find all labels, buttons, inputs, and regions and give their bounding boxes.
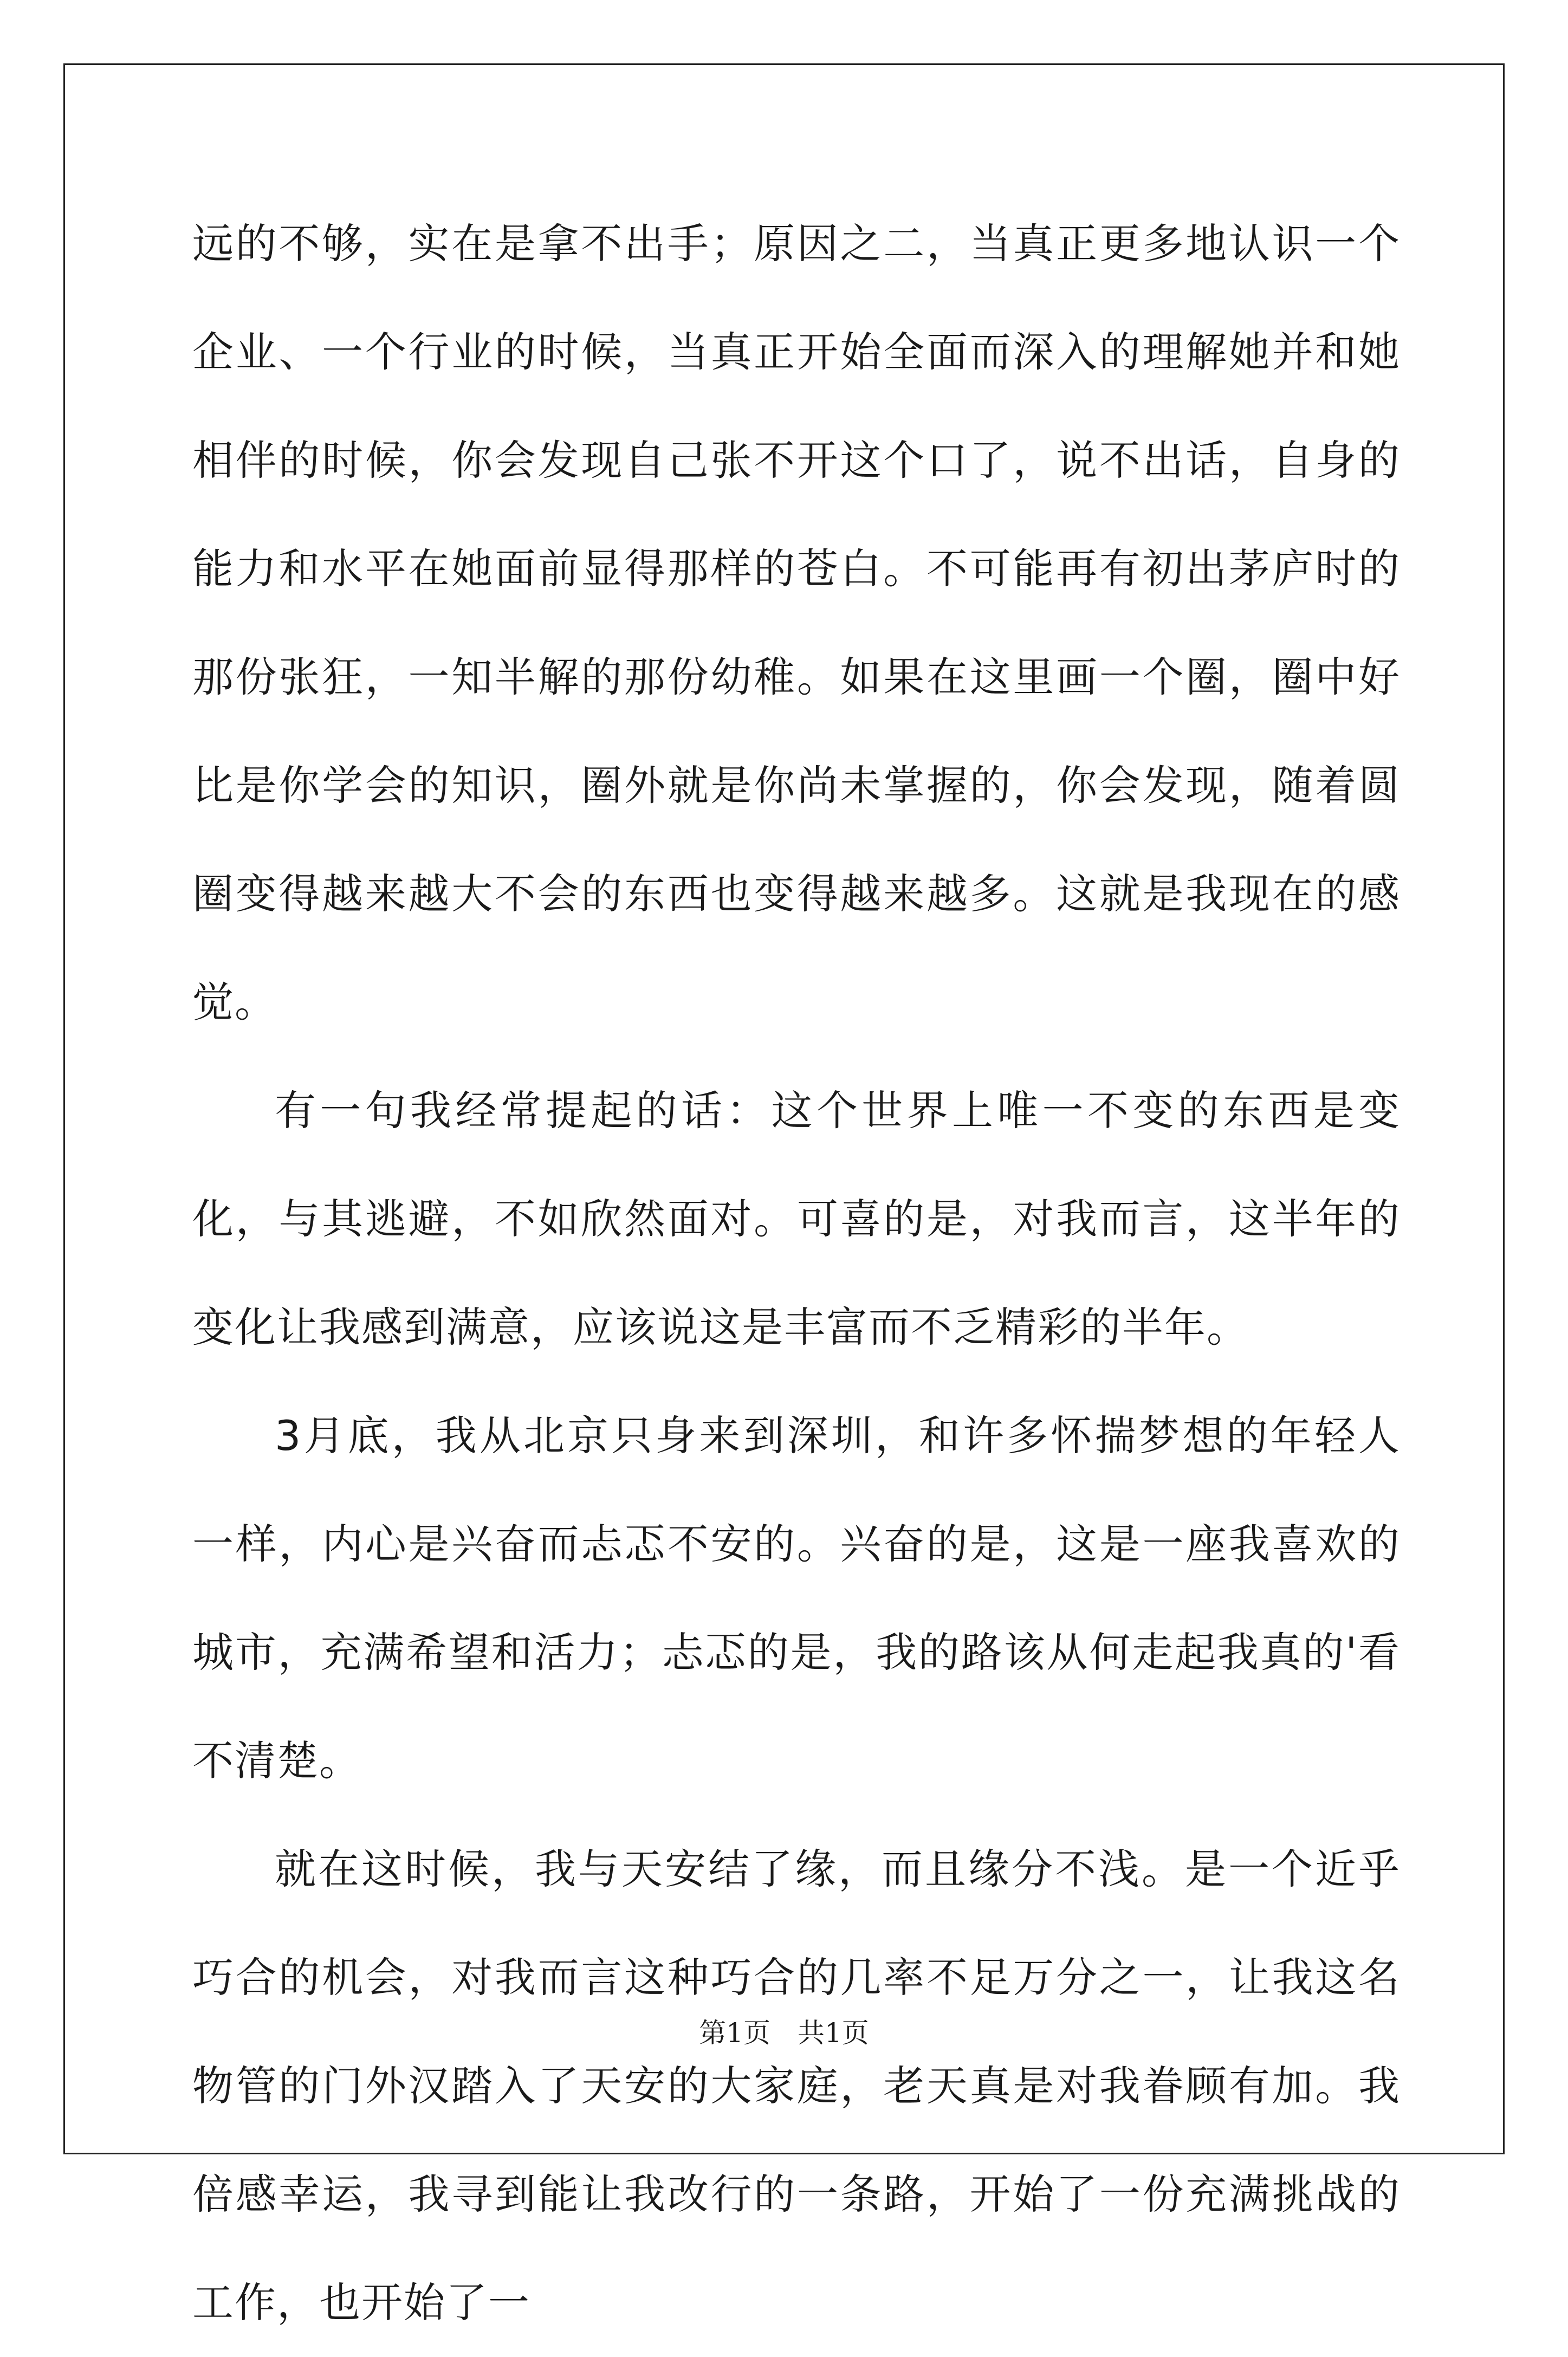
page-footer: 第1页 共1页 — [699, 2017, 869, 2049]
paragraph: 3月底，我从北京只身来到深圳，和许多怀揣梦想的年轻人一样，内心是兴奋而忐忑不安的。兴奋的是，这是一座我喜欢的城市，充满希望和活力；忐忑的是，我的路该从何走起我真的'看不清楚。 — [192, 1411, 1401, 1785]
paragraph: 就在这时候，我与天安结了缘，而且缘分不浅。是一个近乎巧合的机会，对我而言这种巧合的几率不足万分之一，让我这名物管的门外汉踏入了天安的大家庭，老天真是对我眷顾有加。我倍感幸运，我寻到能让我改行的一条路，开始了一份充满挑战的工作，也开始了一 — [192, 1845, 1401, 2327]
paragraph-continuation: 远的不够，实在是拿不出手；原因之二，当真正更多地认识一个企业、一个行业的时候，当真正开始全面而深入的理解她并和她相伴的时候，你会发现自己张不开这个口了，说不出话，自身的能力和水平在她面前显得那样的苍白。不可能再有初出茅庐时的那份张狂，一知半解的那份幼稚。如果在这里画一个圈，圈中好比是你学会的知识，圈外就是你尚未掌握的，你会发现，随着圆圈变得越来越大不会的东西也变得越来越多。这就是我现在的感觉。 — [192, 219, 1401, 1026]
paragraph: 有一句我经常提起的话：这个世界上唯一不变的东西是变化，与其逃避，不如欣然面对。可喜的是，对我而言，这半年的变化让我感到满意，应该说这是丰富而不乏精彩的半年。 — [192, 1086, 1401, 1351]
